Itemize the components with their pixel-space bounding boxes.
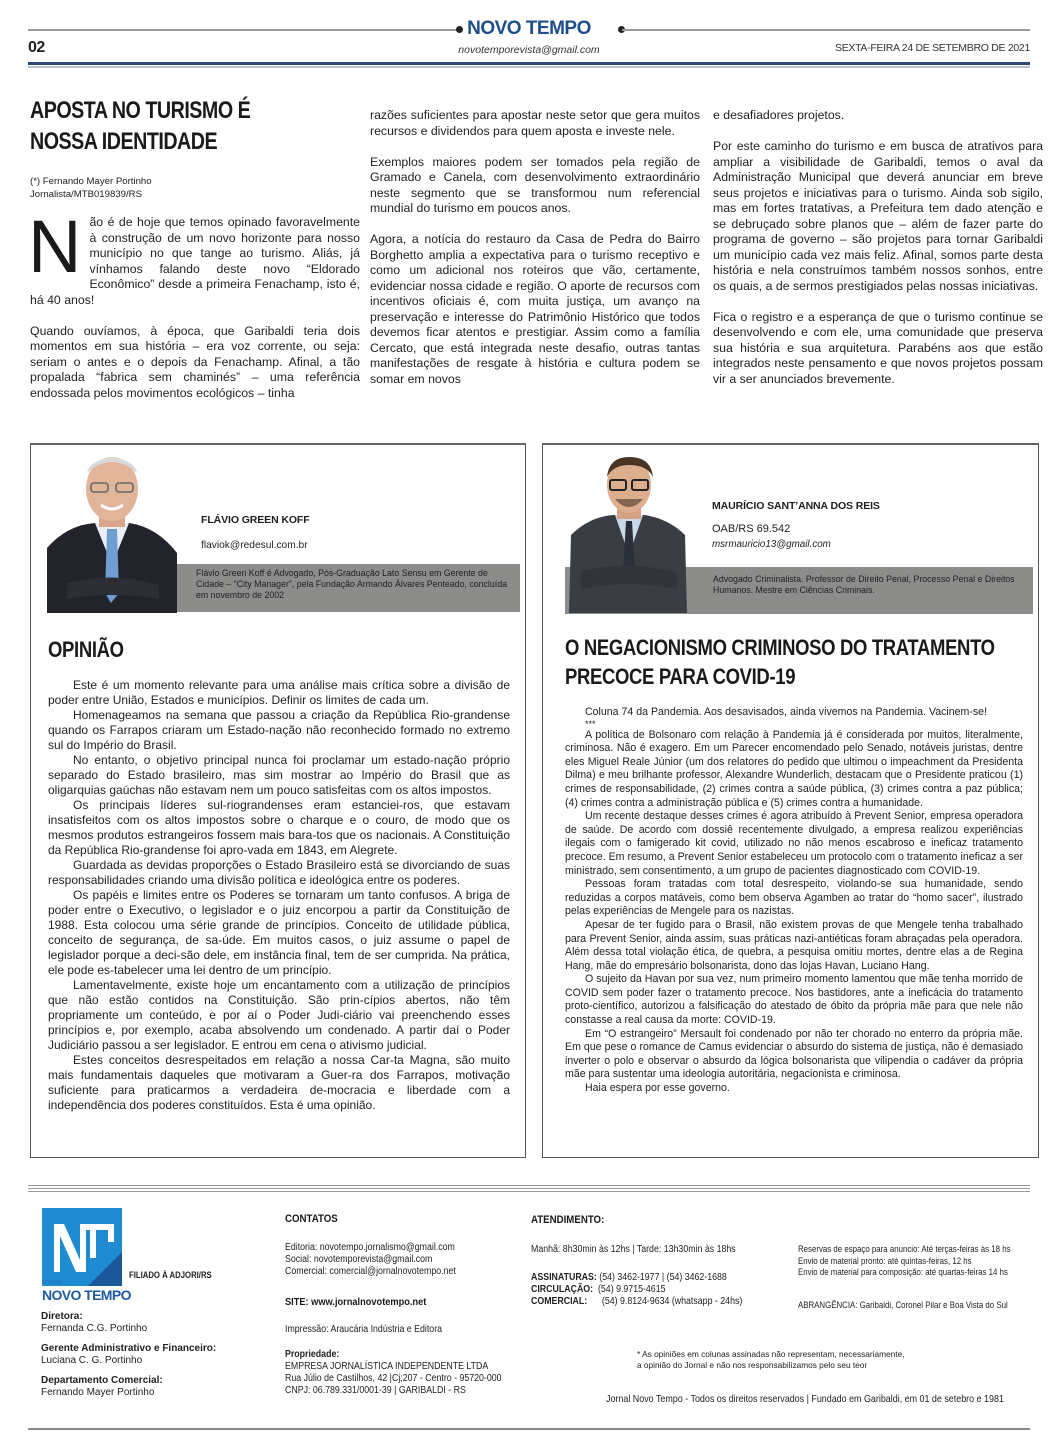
- staff-role: Departamento Comercial:: [41, 1375, 163, 1386]
- site-link[interactable]: SITE: www.jornalnovotempo.net: [285, 1296, 427, 1308]
- column-paragraph: No entanto, o objetivo principal nunca foi proclamar um estado-nação próprio separado do Estado brasileiro, mas sim mostrar ao Império do Brasil que as oligarquias gaúchas não estavam nem um pouco satisfeitas com os altos impostos.: [48, 753, 510, 797]
- deadline-list: [798, 1244, 1011, 1279]
- propriedade-line: EMPRESA JORNALÍSTICA INDEPENDENTE LTDA: [285, 1361, 489, 1372]
- column-paragraph: Lamentavelmente, existe hoje um encantamento com a utilização de princípios que não estão contidos na Constituição. São prin-cípios abertos, não têm propriamente um conteúdo, e por aí o Poder Judi-ciário vai preenchendo esses princípios e, por exemplo, acaba absolvendo um condenado. A partir daí o Poder Judiciário passou a ser legislador. E entrou em cena o ativismo judicial.: [48, 978, 510, 1052]
- column-title: O NEGACIONISMO CRIMINOSO DO TRATAMENTO PRECOCE PARA COVID-19: [565, 635, 995, 689]
- propriedade-block: [285, 1349, 502, 1397]
- staff-entry: [41, 1311, 271, 1335]
- footer-rule: [28, 1188, 1030, 1189]
- staff-name: Fernanda C.G. Portinho: [41, 1323, 148, 1334]
- propriedade-line: CNPJ: 06.789.331/0001-39 | GARIBALDI - RS: [285, 1385, 466, 1396]
- contatos-list: [285, 1242, 456, 1278]
- column-intro: Coluna 74 da Pandemia. Aos desavisados, ainda vivemos na Pandemia. Vacinem-se!: [585, 706, 988, 718]
- column-body: [565, 706, 1023, 1096]
- staff-role: Diretora:: [41, 1311, 83, 1322]
- column-paragraph: Este é um momento relevante para uma análise mais crítica sobre a divisão de poder entre União, Estados e municípios. Definir os limites de cada um.: [48, 678, 510, 707]
- phone-line: CIRCULAÇÃO: (54) 9.9715-4615: [531, 1284, 666, 1295]
- footer-rule: [28, 1185, 1030, 1186]
- staff-role: Gerente Administrativo e Financeiro:: [41, 1343, 217, 1354]
- byline-role: Jornalista/MTB019839/RS: [30, 189, 142, 200]
- article-paragraph: razões suficientes para apostar neste setor que gera muitos recursos e dividendos para quem aposta e investe nele.: [370, 108, 700, 138]
- masthead-email[interactable]: novotemporevista@gmail.com: [458, 44, 600, 56]
- footer-rule: [28, 1191, 1030, 1192]
- logo-wordmark: NOVO TEMPO: [42, 1287, 131, 1303]
- phone-list: [531, 1272, 742, 1308]
- column-separator: ***: [585, 718, 596, 729]
- byline-author: (*) Fernando Mayer Portinho: [30, 176, 152, 187]
- column-paragraph: O sujeito da Havan por sua vez, num primeiro momento lamentou que mãe tenha morrido de COVID sem poder fazer o tratamento precoce. Nos bastidores, ante a ineficácia do tratamento proto-científico, autorizou a falsificação do atestado de óbito da própria mãe para que nele não constasse a real causa da morte: COVID-19.: [565, 973, 1023, 1027]
- column-paragraph: Em “O estrangeiro” Mersault foi condenado por não ter chorado no enterro da própria mãe. Em que pese o romance de Camus evidenciar o absurdo do sistema de justiça, não é demasiado inverter o polo e observar o absurdo da lógica bolsonarista que vilipendia o cadáver da própria mãe para sustentar uma ideologia autoritária, negacionista e criminosa.: [565, 1027, 1023, 1081]
- copyright-line: Jornal Novo Tempo - Todos os direitos reservados | Fundado em Garibaldi, em 01 de setebro e 1981: [606, 1393, 1004, 1405]
- page-number: 02: [28, 39, 45, 56]
- staff-name: Fernando Mayer Portinho: [41, 1387, 155, 1398]
- author-bio: Flávio Green Koff é Advogado, Pós-Graduação Lato Sensu em Gerente de Cidade – “City Manager”, pela Fundação Armando Álvares Penteado, concluída em novembro de 2002: [196, 568, 508, 600]
- header-rule-blue: [28, 62, 1030, 65]
- staff-name: Luciana C. G. Portinho: [41, 1355, 143, 1366]
- article-byline: [30, 175, 152, 201]
- author-email[interactable]: flaviok@redesul.com.br: [201, 540, 308, 551]
- article-paragraph: Não é de hoje que temos opinado favoravelmente à construção de um novo horizonte para nosso município no que tange ao turismo. Aliás, já vínhamos falando deste novo “Eldorado Econômico” desde a primeira Fenachamp, isto é, há 40 anos!: [28, 205, 360, 307]
- contatos-heading: CONTATOS: [285, 1213, 338, 1225]
- column-paragraph: Estes conceitos desrespeitados em relação a nossa Car-ta Magna, são muito mais fundamentais daqueles que motivaram a Guer-ra dos Farrapos, motivação suficiente para praticarmos a verdadeira de-mocracia e liberdade com a independência dos poderes constituídos. Esta é uma opinião.: [48, 1053, 510, 1112]
- opinion-column-box: [30, 443, 526, 1158]
- article-title: APOSTA NO TURISMO É NOSSA IDENTIDADE: [30, 97, 251, 155]
- covid-column-box: [542, 443, 1039, 1158]
- article-paragraph: Exemplos maiores podem ser tomados pela região de Gramado e Canela, com desenvolvimento extraordinário neste segmento que se transformou num referencial mundial do turismo em poucos anos.: [370, 154, 700, 215]
- affiliation-label: FILIADO À ADJORI/RS: [129, 1270, 212, 1280]
- author-photo: [47, 453, 177, 613]
- newspaper-logo: [42, 1208, 122, 1286]
- author-photo: [569, 455, 689, 613]
- footer-bottom-rule: [28, 1428, 1030, 1430]
- abrangencia-line: ABRANGÊNCIA: Garibaldi, Coronel Pilar e Boa Vista do Sul: [798, 1300, 1008, 1311]
- impressao-line: Impressão: Araucária Indústria e Editora: [285, 1324, 443, 1335]
- column-title: OPINIÃO: [48, 637, 124, 662]
- staff-list: [41, 1311, 271, 1399]
- article-column-1: [28, 205, 360, 417]
- article-column-2: [370, 108, 700, 403]
- deadline-line: Envio de material pronto: até quintas-feiras, 12 hs: [798, 1255, 972, 1267]
- column-paragraph: Guardada as devidas proporções o Estado Brasileiro está se divorciando de suas responsabilidades criando uma divisão política e ideológica entre os poderes.: [48, 858, 510, 887]
- atendimento-hours: Manhã: 8h30min às 12hs | Tarde: 13h30min às 18hs: [531, 1244, 736, 1255]
- article-paragraph: Fica o registro e a esperança de que o turismo continue se desenvolvendo e com ele, uma comunidade que preserva sua história e sua arquitetura. Parabéns aos que estão integrados neste pensamento e que novos projetos possam vir a ser anunciados brevemente.: [713, 309, 1043, 386]
- staff-entry: [41, 1375, 271, 1399]
- article-paragraph: Quando ouvíamos, à época, que Garibaldi teria dois momentos em sua história – era voz corrente, ou seja: seriam o antes e o depois da Fenachamp. Afinal, a tão propalada “fabrica sem chaminés” – uma referência endossada pelos movimentos ecológicos – tinha: [30, 323, 360, 400]
- column-paragraph: Pessoas foram tratadas com total desrespeito, violando-se sua humanidade, sendo reduzidas a corpos matáveis, como bem observa Agamben ao tratar do “homo sacer”, ilustrado pelas experiências de Mengele para os nazistas.: [565, 878, 1023, 918]
- column-paragraph: Homenageamos na semana que passou a criação da República Rio-grandense quando os Farrapos criaram um Estado-nação não reconhecido formado no extremo sul do Império do Brasil.: [48, 708, 510, 752]
- propriedade-label: Propriedade:: [285, 1349, 340, 1360]
- author-oab: OAB/RS 69.542: [712, 523, 791, 535]
- phone-line: COMERCIAL: (54) 9.8124-9634 (whatsapp - 24hs): [531, 1296, 743, 1307]
- article-paragraph: Por este caminho do turismo e em busca de atrativos para ampliar a visibilidade de Garibaldi, temos o aval da Administração Municipal que deverá anunciar em breve seus projetos e iniciativas para o turismo. Ainda sob sigilo, mas em fortes tratativas, a Prefeitura tem dado atenção e se debruçado sobre planos que – além de fazer parte do programa de governo – são projetos para tornar Garibaldi um município cada vez mais feliz. Afinal, somos parte desta história e nela construímos também nossos sonhos, entre os quais, a de sermos prestigiados pelas nossas iniciativas.: [713, 139, 1043, 293]
- column-paragraph: Os papéis e limites entre os Poderes se tornaram um tanto confusos. A briga de poder entre o Executivo, o legislador e o juiz encorpou a partir da Constituição de 1988. Esta colocou uma série grande de princípios. Conceito de utilidade pública, conceito de segurança, de sa-úde. Em muitos casos, o juiz assume o papel de legislador porque a deci-são dele, em instância final, tem de ser cumprida. Na prática, ele pode es-tabelecer uma lei dentro de um princípio.: [48, 888, 510, 977]
- disclaimer: * As opiniões em colunas assinadas não representam, necessariamente, a opinião do Jornal e não nos responsabilizamos pelo seu teor: [637, 1349, 905, 1370]
- contact-line[interactable]: Editoria: novotempo.jornalismo@gmail.com: [285, 1242, 455, 1253]
- author-email[interactable]: msrmauricio13@gmail.com: [712, 539, 831, 550]
- drop-cap: N: [28, 205, 82, 288]
- column-body: [48, 678, 510, 1113]
- column-paragraph: Apesar de ter fugido para o Brasil, não existem provas de que Mengele tenha trabalhado para Prevent Senior, ainda assim, suas práticas nazi-antiéticas foram abraçadas pela operadora. Além dessa total violação ética, de quebra, a pesquisa omitiu mortes, dentre elas a de Regina Hang, mãe do empresário bolsonarista, dono das lojas Havan, Luciano Hang.: [565, 918, 1023, 972]
- column-paragraph: A política de Bolsonaro com relação à Pandemia já é considerada por muitos, literalmente, criminosa. Não é exagero. Em um Parecer encomendado pelo Senado, notáveis juristas, dentre eles Miguel Reale Júnior (um dos relatores do pedido que ultimou o impeachment da Presidenta Dilma) e meu brilhante professor, Alexandre Wunderlich, destacam que o Presidente praticou (1) crimes de responsabilidade, (2) crimes contra a saúde pública, (3) crimes contra a paz pública; (4) crimes contra a administração pública e (5) crimes contra a humanidade.: [565, 728, 1023, 809]
- author-name: MAURÍCIO SANT’ANNA DOS REIS: [712, 500, 880, 512]
- phone-line: ASSINATURAS: (54) 3462-1977 | (54) 3462-1688: [531, 1272, 727, 1283]
- article-column-3: [713, 108, 1043, 403]
- column-paragraph: Um recente destaque desses crimes é agora atribuído à Prevent Senior, empresa operadora de saúde. De acordo com dossiê recentemente divulgado, a empresa realizou experiências ilegais com o famigerado kit covid, utilizado no não menos escabroso e ineficaz tratamento precoce. Em resumo, a Prevent Senior estabeleceu um protocolo com o tratamento ineficaz a ser ministrado, sem consentimento, a um grupo de pacientes diagnosticado com COVID-19.: [565, 810, 1023, 877]
- masthead-title: NOVO TEMPO: [467, 18, 591, 39]
- header-rule-light: [28, 66, 1030, 68]
- issue-date: SEXTA-FEIRA 24 DE SETEMBRO DE 2021: [834, 42, 1030, 54]
- logo-jornal-label: JORNAL: [42, 1280, 65, 1286]
- article-paragraph: e desafiadores projetos.: [713, 108, 845, 122]
- contact-line[interactable]: Comercial: comercial@jornalnovotempo.net: [285, 1266, 456, 1277]
- deadline-line: Reservas de espaço para anuncio: Até terças-feiras às 18 hs: [798, 1244, 1011, 1255]
- column-paragraph: Haia espera por esse governo.: [585, 1082, 730, 1095]
- staff-entry: [41, 1343, 271, 1367]
- column-paragraph: Os principais líderes sul-riograndenses eram estanciei-ros, que estavam insatisfeitos com os altos impostos sobre o charque e o couro, de modo que os mesmos produtos estrangeiros fossem mais bara-tos que os nacionais. A Constituição da República Rio-grandense foi apro-vada em 1843, em Alegrete.: [48, 798, 510, 857]
- propriedade-line: Rua Júlio de Castilhos, 42 |Cj;207 - Centro - 95720-000: [285, 1373, 502, 1384]
- atendimento-heading: ATENDIMENTO:: [531, 1214, 605, 1226]
- author-name: FLÁVIO GREEN KOFF: [201, 514, 310, 526]
- author-bio: Advogado Criminalista. Professor de Direito Penal, Processo Penal e Direitos Humanos. Mestre em Ciências Criminais.: [713, 574, 1015, 595]
- contact-line[interactable]: Social: novotemporevista@gmail.com: [285, 1254, 433, 1265]
- article-paragraph: Agora, a notícia do restauro da Casa de Pedra do Bairro Borghetto amplia a expectativa para o turismo receptivo e como um adicional nos roteiros que vão, certamente, evidenciar nossa cidade e região. O aporte de recursos com incentivos oficiais é, com muita justiça, um avanço na preservação e interesse do Patrimônio Histórico que todos devemos ficar atentos e prestigiar. Assim como a família Cercato, que está integrada neste desafio, outras tantas manifestações de resgate à história e cultura podem se somar em novos: [370, 232, 700, 386]
- deadline-line: Envio de material para composição: até quartas-feiras 14 hs: [798, 1267, 1008, 1278]
